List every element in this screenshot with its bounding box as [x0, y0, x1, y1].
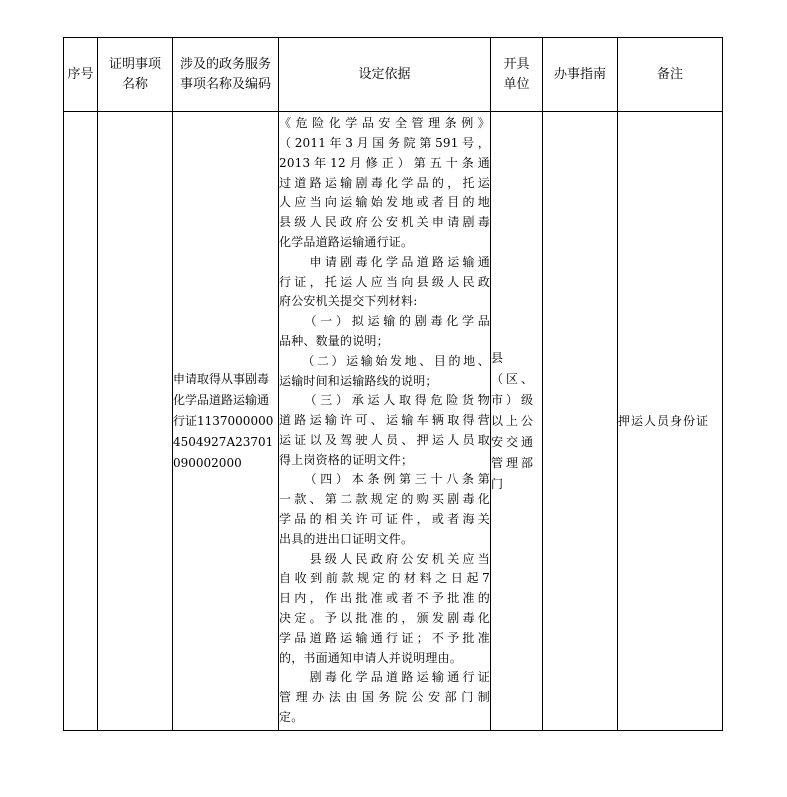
cell-guide	[543, 112, 618, 731]
basis-line: 运输时间和运输路线的说明；	[279, 373, 438, 388]
basis-line: （三）承运人取得危险货物	[279, 393, 490, 408]
basis-line: （一）拟运输的剧毒化学品	[279, 314, 490, 329]
basis-line: （2011年3月国务院第591号，	[279, 135, 490, 150]
basis-line: 学品道路运输通行证；不予批准	[279, 630, 490, 645]
cell-issuer: 县（区、市）级以上公安交通管理部门	[491, 112, 543, 731]
header-gov-item: 涉及的政务服务事项名称及编码	[173, 38, 279, 112]
header-issuer: 开具单位	[491, 38, 543, 112]
cell-seq	[64, 112, 98, 731]
table-row	[64, 112, 723, 731]
header-row	[64, 38, 723, 112]
basis-line: 的，书面通知申请人并说明理由。	[279, 650, 463, 665]
basis-line: （二）运输始发地、目的地、	[279, 353, 490, 368]
cell-gov-item: 申请取得从事剧毒化学品道路运输通行证11370000004504927A23701090002000	[173, 112, 279, 731]
basis-line: 道路运输许可、运输车辆取得营	[279, 413, 490, 428]
basis-line: 学品的相关许可证件，或者海关	[279, 512, 490, 527]
basis-line: 决定。予以批准的，颁发剧毒化	[279, 611, 490, 626]
basis-line: 化学品道路运输通行证。	[279, 234, 414, 249]
basis-line: 行证，托运人应当向县级人民政	[279, 274, 490, 289]
basis-line: 2013年12月修正）第五十条通	[279, 155, 490, 170]
header-guide: 办事指南	[543, 38, 618, 112]
basis-line: 管理办法由国务院公安部门制	[279, 690, 490, 705]
basis-line: 运证以及驾驶人员、押运人员取	[279, 432, 490, 447]
cell-cert-name	[98, 112, 173, 731]
basis-line: 定。	[279, 710, 304, 725]
header-cert-name: 证明事项名称	[98, 38, 173, 112]
cell-basis	[279, 112, 491, 731]
cell-note: 押运人员身份证	[618, 112, 723, 731]
basis-line: 府公安机关提交下列材料:	[279, 294, 418, 309]
header-basis: 设定依据	[279, 38, 491, 112]
basis-line: 剧毒化学品道路运输通行证	[279, 670, 490, 685]
header-note: 备注	[618, 38, 723, 112]
basis-line: 一款、第二款规定的购买剧毒化	[279, 492, 490, 507]
basis-line: 县级人民政府公安机关申请剧毒	[279, 215, 490, 230]
basis-line: 品种、数量的说明；	[279, 333, 389, 348]
basis-line: （四）本条例第三十八条第	[279, 472, 490, 487]
basis-line: 出具的进出口证明文件。	[279, 531, 414, 546]
header-seq: 序号	[64, 38, 98, 112]
basis-line: 过道路运输剧毒化学品的，托运	[279, 175, 490, 190]
basis-line: 申请剧毒化学品道路运输通	[279, 254, 490, 269]
basis-line: 人应当向运输始发地或者目的地	[279, 195, 490, 210]
basis-line: 日内，作出批准或者不予批准的	[279, 591, 490, 606]
basis-line: 《危险化学品安全管理条例》	[279, 116, 490, 131]
basis-line: 得上岗资格的证明文件；	[279, 452, 414, 467]
basis-line: 县级人民政府公安机关应当	[279, 551, 490, 566]
basis-line: 自收到前款规定的材料之日起7	[279, 571, 490, 586]
certificate-table	[63, 37, 723, 731]
basis-text	[279, 114, 490, 728]
